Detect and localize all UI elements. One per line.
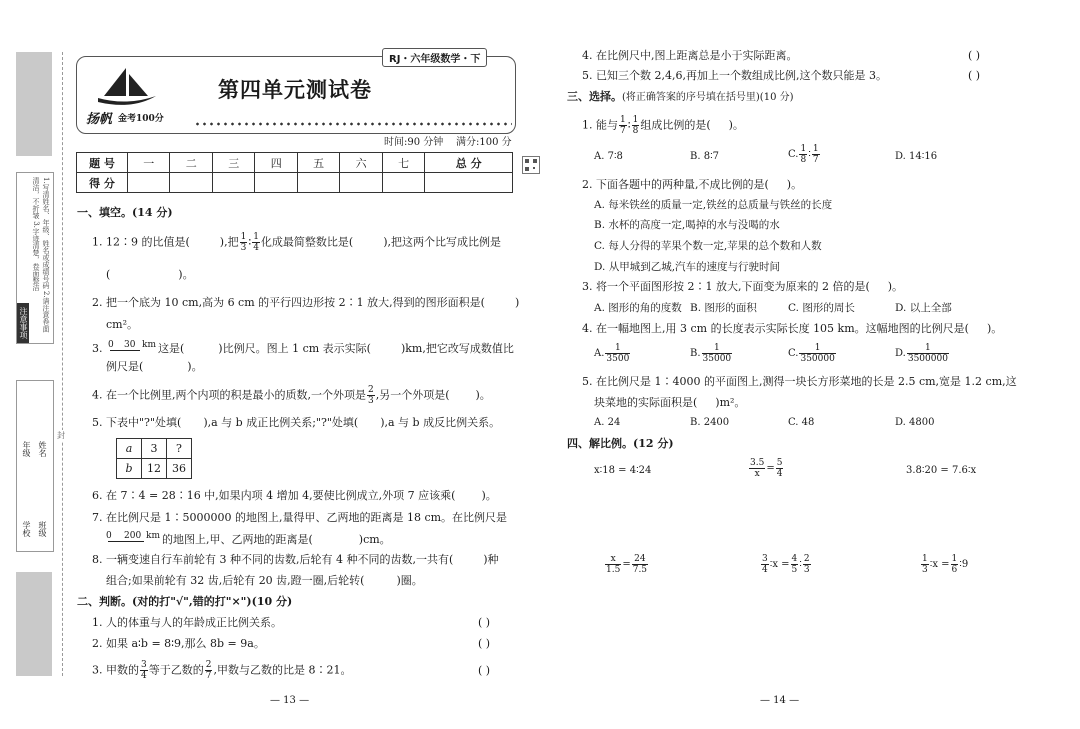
score-table-header: 一 (128, 153, 170, 173)
binding-seal-line (62, 52, 63, 676)
s3-q2-opt-b: B. 水杯的高度一定,喝掉的水与没喝的水 (594, 219, 780, 231)
s2-q4-answer[interactable]: ( ) (968, 49, 981, 62)
score-table-header: 总 分 (425, 153, 513, 173)
s1-q6: 6. 在 7∶4 = 28∶16 中,如果内项 4 增加 4,要使比例成立,外项 7 应该乘( )。 (92, 489, 497, 502)
s3-q1-opt-d: D. 14∶16 (895, 151, 938, 162)
line-scale-30km: 0 30 km (108, 340, 156, 350)
s2-q5: 5. 已知三个数 2,4,6,再加上一个数组成比例,这个数只能是 3。 (582, 69, 887, 82)
section2-title: 二、判断。(对的打"√",错的打"×")(10 分) (77, 595, 293, 608)
score-table-header: 三 (212, 153, 254, 173)
s3-q5-opt-a: A. 24 (594, 417, 621, 428)
sailboat-logo (92, 66, 162, 108)
footer-right-page: — 14 — (760, 695, 800, 706)
s3-q2-opt-d: D. 从甲城到乙城,汽车的速度与行驶时间 (594, 261, 781, 273)
score-table-header: 七 (382, 153, 424, 173)
s3-q5-line2: 块菜地的实际面积是( )m²。 (594, 396, 746, 409)
s3-q1-opt-c: C. $\frac{1}{8}$ ∶ $\frac{1}{7}$ (788, 144, 819, 165)
s1-q7-line1: 7. 在比例尺是 1∶5000000 的地图上,量得甲、乙两地的距离是 18 cm。在比例尺是 (92, 511, 508, 524)
s3-q4-opt-b: B. $\frac{1}{35000}$ (690, 343, 732, 364)
s3-q3-opt-c: C. 图形的周长 (788, 302, 855, 314)
s3-q2-opt-a: A. 每米铁丝的质量一定,铁丝的总质量与铁丝的长度 (594, 199, 833, 211)
score-table (76, 152, 513, 193)
s1-q5: 5. 下表中"?"处填( ),a 与 b 成正比例关系;"?"处填( ),a 与 b 成反比例关系。 (92, 416, 501, 429)
s2-q3: 3. 甲数的 $\frac{3}{4}$ 等于乙数的 $\frac{2}{7}$ ,甲数与乙数的比是 8∶21。 (92, 660, 352, 681)
score-table-header: 五 (297, 153, 339, 173)
score-cell[interactable] (297, 173, 339, 193)
score-cell[interactable] (212, 173, 254, 193)
score-info: 满分:100 分 (456, 137, 512, 148)
s2-q1: 1. 人的体重与人的年龄成正比例关系。 (92, 616, 282, 629)
s1-q4: 4. 在一个比例里,两个内项的积是最小的质数,一个外项是 $\frac{2}{3}$ ,另一个外项是( )。 (92, 385, 491, 406)
binding-field-grade: 年级 (22, 441, 31, 457)
line-scale-200km: 0 200 km (106, 531, 160, 541)
s3-q4-opt-c: C. $\frac{1}{350000}$ (788, 343, 835, 364)
s4-eq4: $\frac{x}{1.5}$ = $\frac{24}{7.5}$ (606, 554, 648, 575)
score-cell[interactable] (340, 173, 382, 193)
score-cell[interactable] (382, 173, 424, 193)
binding-field-school: 学校 (22, 521, 31, 537)
brand-name: 扬帆 (86, 112, 113, 127)
score-row-label: 得 分 (77, 173, 128, 193)
s2-q2-answer[interactable]: ( ) (478, 637, 491, 650)
brand-sub: 金考100分 (118, 114, 164, 124)
footer-left-page: — 13 — (270, 695, 310, 706)
s2-q1-answer[interactable]: ( ) (478, 616, 491, 629)
s1-q2-line1: 2. 把一个底为 10 cm,高为 6 cm 的平行四边形按 2∶1 放大,得到的图形面积是( ) (92, 296, 520, 309)
s4-eq2: $\frac{3.5}{x}$ = $\frac{5}{4}$ (750, 458, 783, 479)
s3-q5-line1: 5. 在比例尺是 1∶4000 的平面图上,测得一块长方形菜地的长是 2.5 cm,宽是 1.2 cm,这 (582, 375, 1017, 388)
s3-q5-opt-b: B. 2400 (690, 417, 730, 428)
s1-q2-line2: cm²。 (106, 318, 139, 331)
header-tag: RJ・六年级数学・下 (382, 48, 487, 67)
s3-q2-opt-c: C. 每人分得的苹果个数一定,苹果的总个数和人数 (594, 240, 822, 252)
s4-eq3: 3.8∶20 = 7.6∶x (906, 465, 977, 476)
time-info: 时间:90 分钟 (384, 137, 444, 148)
s3-q3: 3. 将一个平面图形按 2∶1 放大,下面变为原来的 2 倍的是( )。 (582, 280, 904, 293)
binding-seal-char: 封 (57, 431, 65, 440)
section3-title: 三、选择。(将正确答案的序号填在括号里)(10 分) (567, 90, 794, 103)
binding-fields (16, 380, 54, 552)
s3-q3-opt-a: A. 图形的角的度数 (594, 302, 682, 314)
s2-q4: 4. 在比例尺中,图上距离总是小于实际距离。 (582, 49, 798, 62)
qr-code-icon (522, 156, 540, 174)
s1-q3-line2: 例尺是( )。 (106, 360, 203, 373)
s3-q1-opt-a: A. 7∶8 (594, 151, 623, 162)
s3-q4-opt-a: A. $\frac{1}{3500}$ (594, 343, 630, 364)
s1-q8-line1: 8. 一辆变速自行车前轮有 3 种不同的齿数,后轮有 4 种不同的齿数,一共有( )种 (92, 553, 499, 566)
s3-q2: 2. 下面各题中的两种量,不成比例的是( )。 (582, 178, 803, 191)
s1-q1-line1: 1. 12∶9 的比值是( ),把 $\frac{1}{3}$ ∶ $\frac{1}{4}$ 化成最简整数比是( ),把这两个比写成比例是 (92, 232, 502, 253)
score-cell[interactable] (170, 173, 212, 193)
s3-q3-opt-d: D. 以上全部 (895, 302, 952, 314)
s4-eq1: x∶18 = 4∶24 (594, 465, 652, 476)
s2-q2: 2. 如果 a∶b = 8∶9,那么 8b = 9a。 (92, 637, 265, 650)
s2-q3-answer[interactable]: ( ) (478, 664, 491, 677)
s3-q5-opt-c: C. 48 (788, 417, 815, 428)
section4-title: 四、解比例。(12 分) (567, 437, 674, 450)
binding-gray-block-top (16, 52, 52, 156)
score-table-header: 六 (340, 153, 382, 173)
binding-notice (16, 172, 54, 344)
score-cell[interactable] (128, 173, 170, 193)
binding-notice-text: 1.写清姓名、年级、姓名或成绩号码 2.请注意卷面清洁，不折皱 3.字迹清楚，卷面整洁 (32, 177, 50, 333)
binding-field-class: 班级 (38, 521, 47, 537)
s3-q4: 4. 在一幅地图上,用 3 cm 的长度表示实际长度 105 km。这幅地图的比例尺是( )。 (582, 322, 1003, 335)
s4-eq6: $\frac{1}{3}$ ∶x = $\frac{1}{6}$ ∶9 (922, 554, 969, 575)
s3-q4-opt-d: D. $\frac{1}{3500000}$ (895, 343, 948, 364)
section1-title: 一、填空。(14 分) (77, 206, 173, 219)
s4-eq5: $\frac{3}{4}$ ∶x = $\frac{4}{5}$ ∶ $\frac{2}{3}$ (762, 554, 810, 575)
score-cell[interactable] (425, 173, 513, 193)
binding-gray-block-bottom (16, 572, 52, 676)
binding-notice-label: 注意事项 (17, 303, 29, 343)
s2-q5-answer[interactable]: ( ) (968, 69, 981, 82)
s1-q5-table: a 3 ? b 12 36 (116, 438, 192, 479)
s3-q1-opt-b: B. 8∶7 (690, 151, 720, 162)
binding-field-name: 姓名 (38, 441, 47, 457)
score-table-header: 四 (255, 153, 297, 173)
score-cell[interactable] (255, 173, 297, 193)
s1-q7-line2: 0 200 km 的地图上,甲、乙两地的距离是( )cm。 (106, 531, 391, 546)
score-table-header: 题 号 (77, 153, 128, 173)
s1-q3-line1: 3. 0 30 km 这是( )比例尺。图上 1 cm 表示实际( )km,把它改写成数值比 (92, 340, 514, 355)
score-table-header: 二 (170, 153, 212, 173)
s1-q1-line2: ( )。 (106, 268, 194, 281)
page-title: 第四单元测试卷 (218, 77, 372, 102)
s1-q8-line2: 组合;如果前轮有 32 齿,后轮有 20 齿,蹬一圈,后轮转( )圈。 (106, 574, 423, 587)
s3-q1: 1. 能与 $\frac{1}{7}$ ∶ $\frac{1}{8}$ 组成比例的是( )。 (582, 115, 744, 136)
s3-q3-opt-b: B. 图形的面积 (690, 302, 757, 314)
s3-q5-opt-d: D. 4800 (895, 417, 935, 428)
header-dots (194, 122, 512, 126)
